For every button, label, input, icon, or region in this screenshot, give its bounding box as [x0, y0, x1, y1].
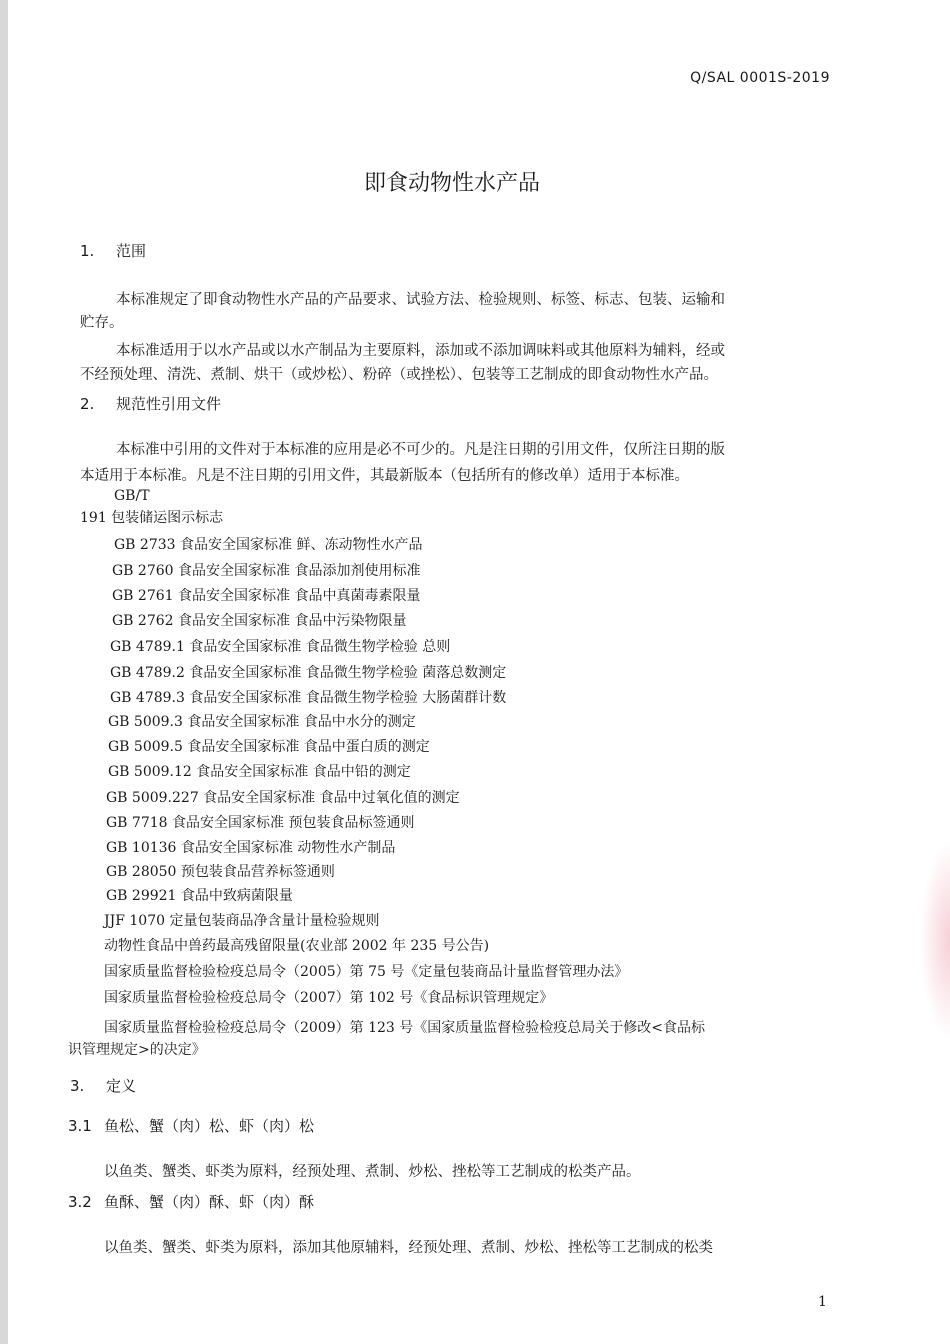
ref-item: GB 2760 食品安全国家标准 食品添加剂使用标准 [112, 563, 421, 579]
scope-paragraph-2-line-1: 本标准适用于以水产品或以水产制品为主要原料，添加或不添加调味料或其他原料为辅料，经或 [116, 343, 725, 359]
ref-item: GB 5009.5 食品安全国家标准 食品中蛋白质的测定 [108, 739, 430, 755]
ref-item: GB 5009.12 食品安全国家标准 食品中铅的测定 [108, 764, 411, 780]
standard-code: Q/SAL 0001S-2019 [690, 70, 830, 86]
ref-item: 国家质量监督检验检疫总局令（2007）第 102 号《食品标识管理规定》 [104, 990, 554, 1006]
ref-item: GB 2733 食品安全国家标准 鲜、冻动物性水产品 [114, 537, 423, 553]
section-1-heading [80, 240, 146, 261]
ref-item: GB 10136 食品安全国家标准 动物性水产制品 [106, 840, 396, 856]
section-title: 规范性引用文件 [116, 395, 222, 413]
refs-intro-line-1: 本标准中引用的文件对于本标准的应用是必不可少的。凡是注日期的引用文件，仅所注日期的版 [116, 442, 725, 458]
ref-item: GB 2761 食品安全国家标准 食品中真菌毒素限量 [112, 588, 421, 604]
scan-edge [0, 0, 8, 1344]
section-number: 2. [80, 395, 95, 413]
section-number: 3. [70, 1077, 85, 1095]
ref-gbt-prefix: GB/T [114, 488, 150, 504]
page-number: 1 [818, 1294, 827, 1310]
subsection-3-2-heading [68, 1191, 314, 1212]
definition-3-1: 以鱼类、蟹类、虾类为原料，经预处理、煮制、炒松、挫松等工艺制成的松类产品。 [104, 1164, 641, 1180]
scope-paragraph-1-line-2: 贮存。 [80, 315, 124, 331]
ref-item: 国家质量监督检验检疫总局令（2005）第 75 号《定量包装商品计量监督管理办法》 [104, 964, 629, 980]
ref-item: JJF 1070 定量包装商品净含量计量检验规则 [104, 913, 380, 929]
ref-item: GB 5009.3 食品安全国家标准 食品中水分的测定 [108, 714, 416, 730]
ref-item: GB 4789.1 食品安全国家标准 食品微生物学检验 总则 [110, 639, 451, 655]
ref-item: 国家质量监督检验检疫总局令（2009）第 123 号《国家质量监督检验检疫总局关于修改<食品标 [104, 1020, 705, 1036]
section-title: 定义 [106, 1077, 137, 1095]
ref-item: 动物性食品中兽药最高残留限量(农业部 2002 年 235 号公告) [104, 938, 490, 954]
section-2-heading [80, 393, 221, 414]
section-number: 3.2 [68, 1193, 92, 1211]
ref-item: GB 7718 食品安全国家标准 预包装食品标签通则 [106, 815, 415, 831]
definition-3-2: 以鱼类、蟹类、虾类为原料，添加其他原辅料，经预处理、煮制、炒松、挫松等工艺制成的松类 [104, 1240, 713, 1256]
section-number: 1. [80, 242, 95, 260]
section-3-heading [70, 1075, 136, 1096]
section-title: 范围 [116, 242, 147, 260]
ref-item: GB 4789.3 食品安全国家标准 食品微生物学检验 大肠菌群计数 [110, 690, 507, 706]
ref-item: GB 2762 食品安全国家标准 食品中污染物限量 [112, 613, 407, 629]
refs-intro-line-2: 本适用于本标准。凡是不注日期的引用文件，其最新版本（包括所有的修改单）适用于本标准。 [80, 468, 689, 484]
section-title: 鱼酥、蟹（肉）酥、虾（肉）酥 [104, 1193, 315, 1211]
stamp-trace [920, 840, 950, 1040]
ref-item: GB 29921 食品中致病菌限量 [106, 888, 293, 904]
section-number: 3.1 [68, 1117, 92, 1135]
scope-paragraph-1-line-1: 本标准规定了即食动物性水产品的产品要求、试验方法、检验规则、标签、标志、包装、运输和 [116, 292, 725, 308]
ref-item: GB 5009.227 食品安全国家标准 食品中过氧化值的测定 [106, 790, 460, 806]
ref-item: GB 4789.2 食品安全国家标准 食品微生物学检验 菌落总数测定 [110, 665, 507, 681]
document-title: 即食动物性水产品 [363, 171, 540, 196]
ref-item: GB 28050 预包装食品营养标签通则 [106, 864, 335, 880]
section-title: 鱼松、蟹（肉）松、虾（肉）松 [104, 1117, 315, 1135]
subsection-3-1-heading [68, 1115, 314, 1136]
scope-paragraph-2-line-2: 不经预处理、清洗、煮制、烘干（或炒松）、粉碎（或挫松）、包装等工艺制成的即食动物性水产品。 [80, 367, 718, 383]
ref-gbt-191: 191 包装储运图示标志 [80, 510, 224, 526]
ref-item-continued: 识管理规定>的决定》 [68, 1042, 206, 1058]
